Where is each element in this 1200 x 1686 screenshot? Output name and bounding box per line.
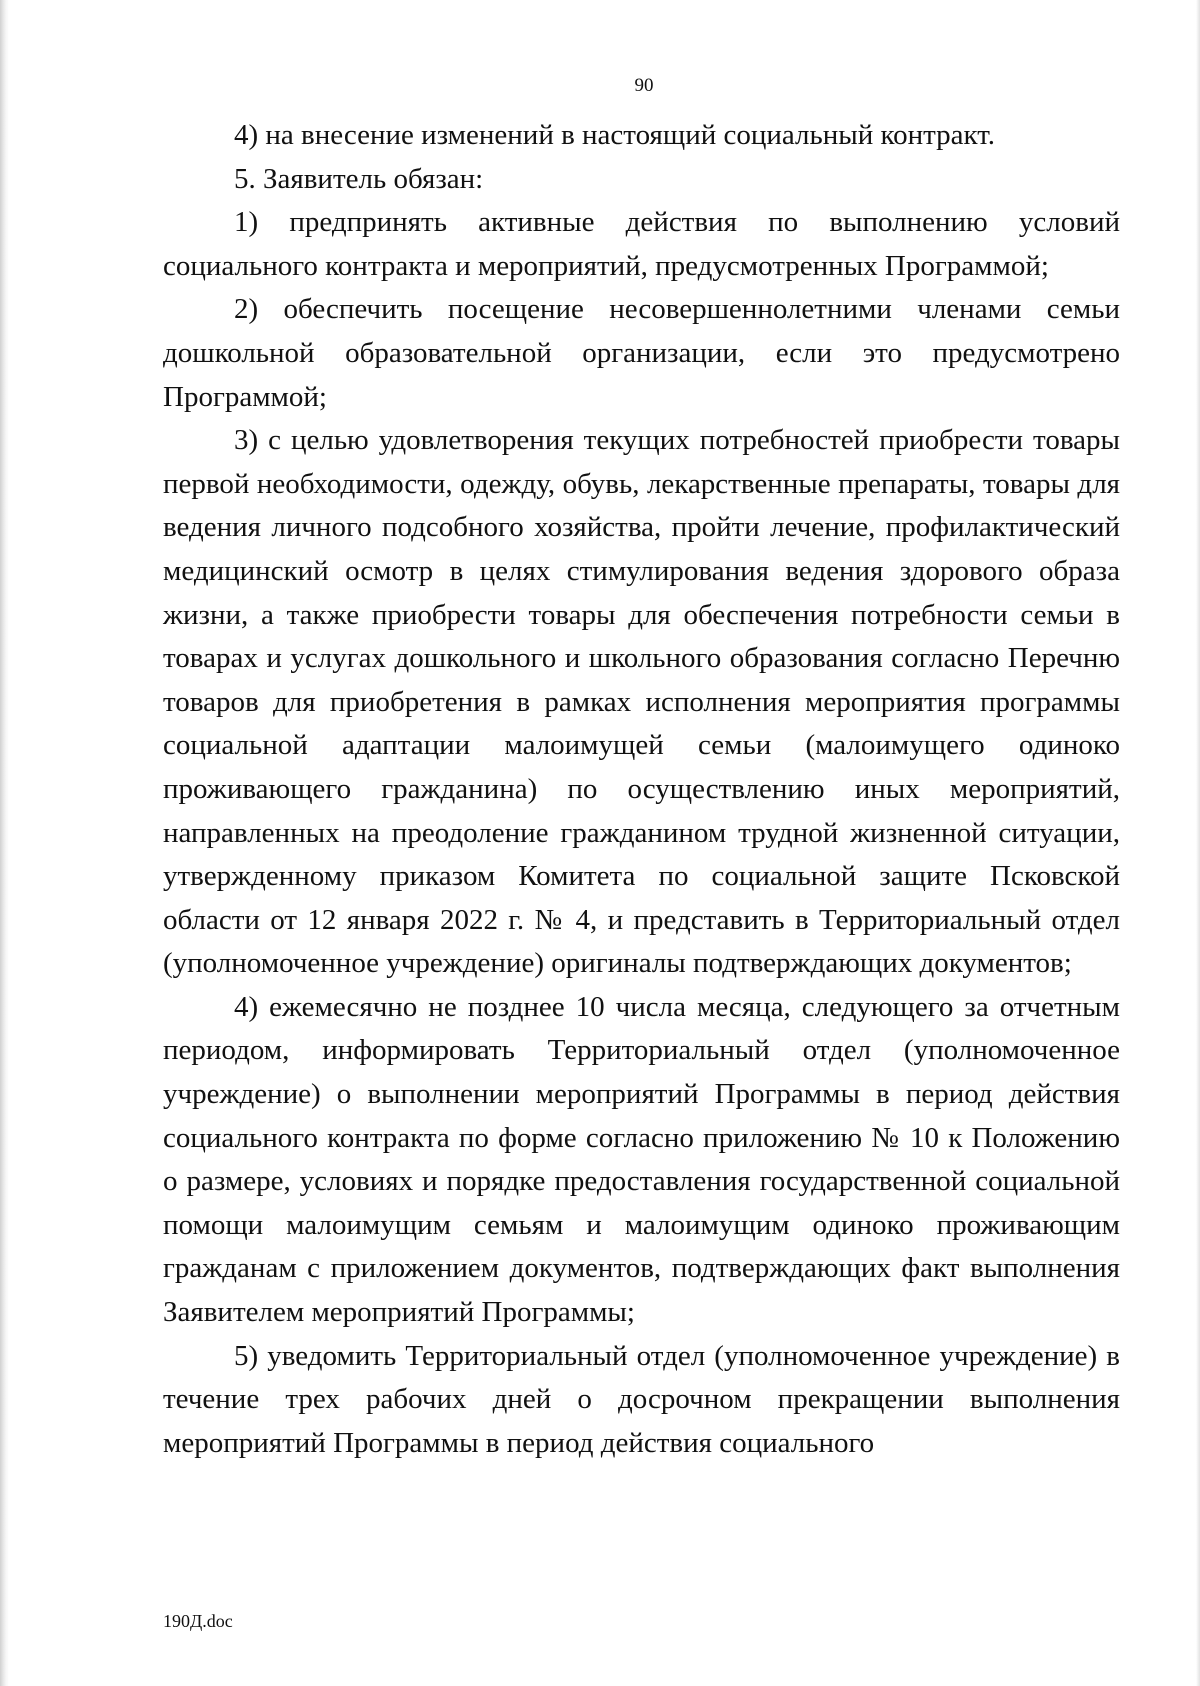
page-number: 90 <box>634 75 654 96</box>
paragraph-obligation-4: 4) ежемесячно не позднее 10 числа месяца, следующего за отчетным периодом, информировать Территориальный отдел (уполномоченное учреждение) о выполнении мероприятий Программы в период действия социального контракта по форме согласно приложению № 10 к Положению о размере, условиях и порядке предоставления государственной социальной помощи малоимущим семьям и малоимущим одиноко проживающим гражданам с приложением документов, подтверждающих факт выполнения Заявителем мероприятий Программы; <box>163 990 1120 1329</box>
paragraph-obligation-2: 2) обеспечить посещение несовершеннолетними членами семьи дошкольной образовательной организации, если это предусмотрено Программой; <box>163 293 1120 413</box>
scan-binding-edge <box>0 0 9 1686</box>
scan-right-edge <box>1196 0 1200 1686</box>
paragraph-obligation-1: 1) предпринять активные действия по выполнению условий социального контракта и мероприятий, предусмотренных Программой; <box>163 206 1120 282</box>
paragraph-obligation-3: 3) с целью удовлетворения текущих потребностей приобрести товары первой необходимости, одежду, обувь, лекарственные препараты, товары для ведения личного подсобного хозяйства, пройти лечение, профилактический медицинский осмотр в целях стимулирования ведения здорового образа жизни, а также приобрести товары для обеспечения потребности семьи в товарах и услугах дошкольного и школьного образования согласно Перечню товаров для приобретения в рамках исполнения мероприятия программы социальной адаптации малоимущей семьи (малоимущего одиноко проживающего гражданина) по осуществлению иных мероприятий, направленных на преодоление гражданином трудной жизненной ситуации, утвержденному приказом Комитета по социальной защите Псковской области от 12 января 2022 г. № 4, и представить в Территориальный отдел (уполномоченное учреждение) оригиналы подтверждающих документов; <box>163 424 1120 980</box>
footer-filename: 190Д.doc <box>163 1611 233 1631</box>
document-body <box>163 114 1120 1465</box>
paragraph-section-5-heading: 5. Заявитель обязан: <box>234 162 484 195</box>
paragraph-item-4-amendments: 4) на внесение изменений в настоящий социальный контракт. <box>234 119 995 151</box>
paragraph-obligation-5: 5) уведомить Территориальный отдел (уполномоченное учреждение) в течение трех рабочих дней о досрочном прекращении выполнения мероприятий Программы в период действия социального <box>163 1339 1120 1459</box>
